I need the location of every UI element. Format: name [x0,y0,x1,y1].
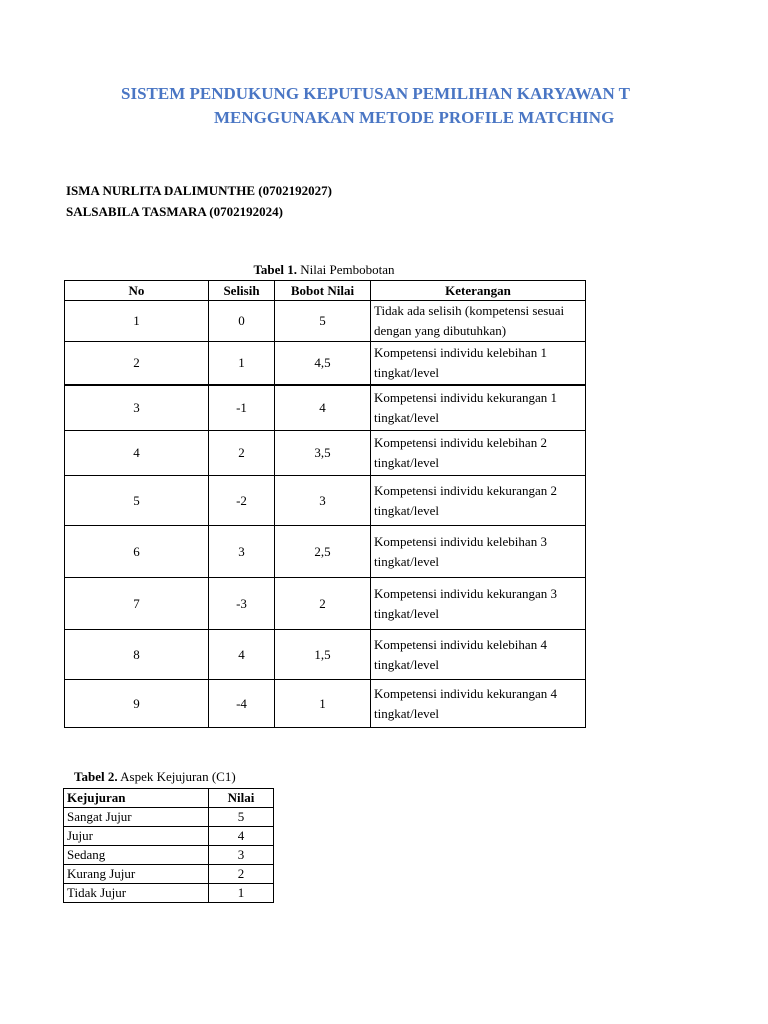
cell-no: 4 [65,431,209,476]
table2-caption [74,769,236,785]
table1-header-no: No [65,281,209,301]
cell-nilai: 1 [209,884,274,903]
table2-caption-label: Tabel 2. [74,769,118,784]
table2-header-nilai: Nilai [209,789,274,808]
cell-nilai: 3 [209,846,274,865]
cell-selisih: -3 [209,578,275,630]
table-row [64,865,274,884]
table1-header-selisih: Selisih [209,281,275,301]
cell-bobot-nilai: 2,5 [275,526,371,578]
cell-no: 9 [65,680,209,728]
table1-caption [64,262,584,278]
cell-keterangan: Kompetensi individu kelebihan 4 tingkat/level [371,630,586,680]
cell-kejujuran: Sangat Jujur [64,808,209,827]
cell-bobot-nilai: 3 [275,476,371,526]
table-row [65,630,586,680]
cell-selisih: 1 [209,342,275,385]
cell-bobot-nilai: 2 [275,578,371,630]
cell-nilai: 2 [209,865,274,884]
cell-kejujuran: Tidak Jujur [64,884,209,903]
table-row [65,301,586,342]
cell-bobot-nilai: 3,5 [275,431,371,476]
table-row [64,827,274,846]
cell-keterangan: Tidak ada selisih (kompetensi sesuai dengan yang dibutuhkan) [371,301,586,342]
table-row [65,431,586,476]
cell-bobot-nilai: 1 [275,680,371,728]
cell-keterangan: Kompetensi individu kekurangan 2 tingkat/level [371,476,586,526]
cell-no: 2 [65,342,209,385]
cell-selisih: -4 [209,680,275,728]
cell-nilai: 4 [209,827,274,846]
cell-bobot-nilai: 4,5 [275,342,371,385]
cell-no: 8 [65,630,209,680]
table-row [64,884,274,903]
cell-nilai: 5 [209,808,274,827]
document-title-line-2: MENGGUNAKAN METODE PROFILE MATCHING [214,108,615,127]
table-row [65,578,586,630]
table1-caption-text: Nilai Pembobotan [297,262,395,277]
cell-kejujuran: Sedang [64,846,209,865]
cell-bobot-nilai: 4 [275,385,371,431]
author-1: ISMA NURLITA DALIMUNTHE (0702192027) [66,183,332,198]
cell-selisih: 4 [209,630,275,680]
cell-keterangan: Kompetensi individu kekurangan 1 tingkat/level [371,385,586,431]
cell-bobot-nilai: 5 [275,301,371,342]
table2-header-kejujuran: Kejujuran [64,789,209,808]
cell-keterangan: Kompetensi individu kelebihan 1 tingkat/level [371,342,586,385]
table-row [65,476,586,526]
cell-no: 7 [65,578,209,630]
cell-no: 6 [65,526,209,578]
table-row [65,385,586,431]
cell-selisih: -1 [209,385,275,431]
table2-caption-text: Aspek Kejujuran (C1) [117,769,236,784]
cell-no: 1 [65,301,209,342]
table-row [65,526,586,578]
cell-keterangan: Kompetensi individu kekurangan 3 tingkat/level [371,578,586,630]
cell-selisih: 3 [209,526,275,578]
cell-selisih: 2 [209,431,275,476]
table1-header-bobot-nilai: Bobot Nilai [275,281,371,301]
document-title-line-1: SISTEM PENDUKUNG KEPUTUSAN PEMILIHAN KARYAWAN T [121,84,631,103]
table-nilai-pembobotan [64,280,586,728]
table1-header-keterangan: Keterangan [371,281,586,301]
table-row [64,808,274,827]
cell-keterangan: Kompetensi individu kelebihan 3 tingkat/level [371,526,586,578]
cell-selisih: -2 [209,476,275,526]
table-row [65,342,586,385]
cell-selisih: 0 [209,301,275,342]
table-row [64,846,274,865]
table2-header-row [64,789,274,808]
cell-kejujuran: Jujur [64,827,209,846]
cell-no: 5 [65,476,209,526]
cell-kejujuran: Kurang Jujur [64,865,209,884]
author-2: SALSABILA TASMARA (0702192024) [66,204,283,219]
table1-caption-label: Tabel 1. [253,262,298,277]
cell-no: 3 [65,385,209,431]
table1-header-row [65,281,586,301]
table-aspek-kejujuran [63,788,274,903]
table-row [65,680,586,728]
cell-bobot-nilai: 1,5 [275,630,371,680]
cell-keterangan: Kompetensi individu kelebihan 2 tingkat/level [371,431,586,476]
cell-keterangan: Kompetensi individu kekurangan 4 tingkat/level [371,680,586,728]
